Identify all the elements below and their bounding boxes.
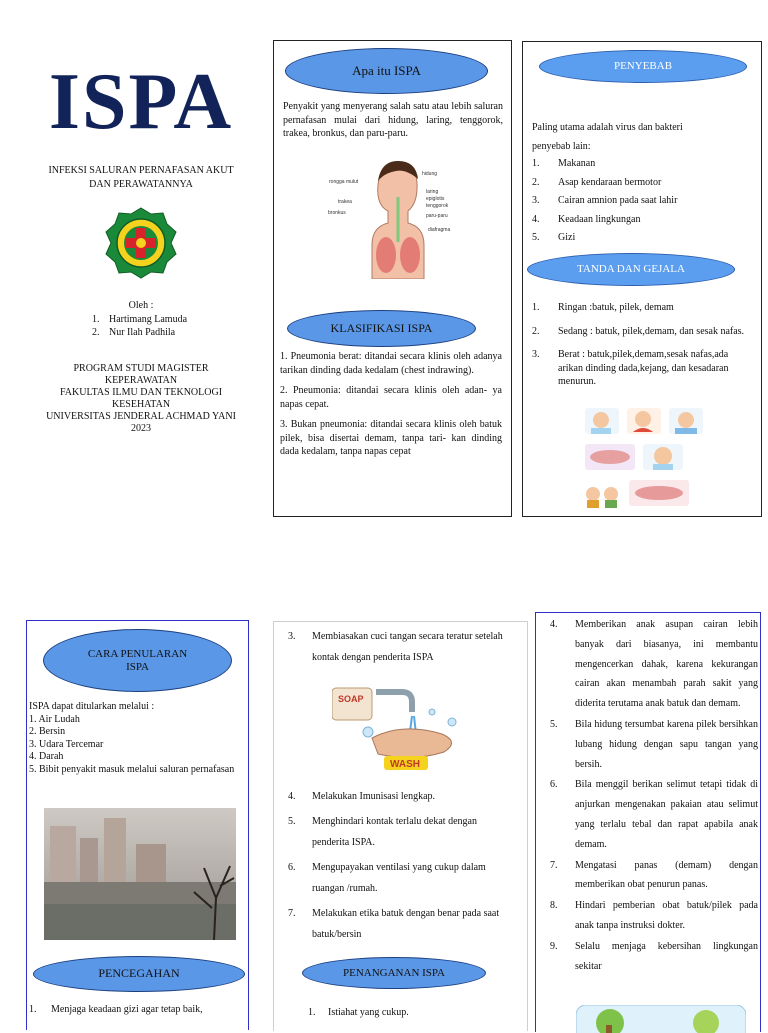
pencegahan-first-item: 1. Menjaga keadaan gizi agar tetap baik,: [29, 1004, 203, 1015]
clean-environment-illustration: [576, 1005, 746, 1033]
heading-penyebab: PENYEBAB: [539, 50, 747, 83]
penularan-item: 2. Bersin: [29, 726, 66, 737]
pencegahan-item: 7. Melakukan etika batuk dengan benar pada saat batuk/bersin: [288, 908, 500, 940]
panel-penanganan-lanjutan: [535, 612, 761, 1032]
penyebab-list: [532, 155, 754, 248]
penyebab-item: 5. Gizi: [532, 232, 576, 243]
tanda-list: [532, 301, 755, 389]
klasifikasi-item: 1. Pneumonia berat: ditandai secara klinis oleh adanya tarikan dinding dada kedalam (chest indrawing).: [280, 351, 502, 376]
pencegahan-item: 3. Membiasakan cuci tangan secara teratur setelah kontak dengan penderita ISPA: [288, 631, 503, 663]
heading-penanganan: PENANGANAN ISPA: [302, 957, 486, 989]
air-pollution-photo: [44, 808, 236, 940]
tanda-item: 3. Berat : batuk,pilek,demam,sesak nafas,ada arikan dinding dada,kejang, dan kesadaran menurun.: [532, 349, 729, 387]
label-bronkus: bronkus: [328, 210, 346, 216]
heading-tanda-dan-gejala: TANDA DAN GEJALA: [527, 253, 735, 286]
heading-pencegahan: PENCEGAHAN: [33, 956, 245, 992]
penyebab-item: 4. Keadaan lingkungan: [532, 213, 641, 225]
university-seal-logo: [104, 206, 178, 280]
penanganan-item: 5. Bila hidung tersumbat karena pilek bersihkan lubang hidung dengan sapu tangan yang bersih.: [550, 718, 758, 770]
penularan-intro: ISPA dapat ditularkan melalui :: [29, 701, 155, 712]
penularan-item: 1. Air Ludah: [29, 713, 80, 725]
soap-label: SOAP: [338, 694, 364, 704]
heading-klasifikasi: KLASIFIKASI ISPA: [287, 310, 476, 347]
penularan-item: 3. Udara Tercemar: [29, 738, 104, 750]
institution-block: PROGRAM STUDI MAGISTER KEPERAWATAN FAKULTAS ILMU DAN TEKNOLOGI KESEHATAN UNIVERSITAS JENDERAL ACHMAD YANI 2023: [46, 363, 236, 434]
symptoms-clipart-illustration: [583, 404, 708, 508]
tanda-item: 1. Ringan :batuk, pilek, demam: [532, 302, 674, 313]
panel-pencegahan-lanjutan: [273, 621, 528, 1031]
label-rongga-mulut: rongga mulut: [329, 179, 359, 185]
penularan-list: [29, 701, 243, 776]
label-hidung: hidung: [422, 171, 438, 177]
author-item: 2. Nur Ilah Padhila: [92, 327, 176, 338]
penanganan-item: 8. Hindari pemberian obat batuk/pilek pada anak tanpa instruksi dokter.: [550, 900, 758, 931]
pencegahan-item: 4. Melakukan Imunisasi lengkap.: [288, 791, 436, 802]
author-item: 1. Hartimang Lamuda: [92, 313, 188, 325]
panel-cara-penularan: [26, 620, 249, 1030]
pencegahan-item: 5. Menghindari kontak terlalu dekat dengan penderita ISPA.: [288, 816, 477, 848]
penanganan-item: 6. Bila menggil berikan selimut tetapi tidak di anjurkan mengenakan pakaian atau selimut yang terlalu tebal dan rapat apabila anak demam.: [550, 779, 758, 850]
penularan-item: 4. Darah: [29, 751, 64, 762]
hand-washing-illustration: [332, 682, 466, 772]
penanganan-first-item: 1. Istiahat yang cukup.: [308, 1007, 409, 1018]
apa-itu-text: Penyakit yang menyerang salah satu atau lebih saluran pernafasan mulai dari hidung, laring, tenggorok, trakea, bronkus, dan paru-paru.: [283, 101, 503, 139]
cover-title: ISPA: [48, 58, 234, 146]
klasifikasi-item: 2. Pneumonia: ditandai secara klinis oleh adan- ya napas cepat.: [280, 385, 502, 410]
pencegahan-list: [288, 786, 516, 945]
wash-label: WASH: [390, 759, 420, 770]
label-paru-paru: paru-paru: [426, 213, 448, 219]
penyebab-intro: Paling utama adalah virus dan bakteri penyebab lain:: [532, 122, 683, 152]
label-trakea: trakea: [338, 199, 352, 205]
penyebab-item: 3. Cairan amnion pada saat lahir: [532, 195, 678, 206]
penyebab-item: 1. Makanan: [532, 158, 596, 169]
by-label: Oleh :: [128, 300, 154, 311]
penanganan-item: 4. Memberikan anak asupan cairan lebih banyak dari biasanya, ini membantu mengencerkan dahak, karena kekurangan cairan akan menambah parah sakit yang diderita terutama anak batuk dan demam.: [550, 619, 758, 710]
respiratory-anatomy-illustration: [326, 157, 466, 279]
panel-apa-itu-ispa: [273, 40, 512, 517]
klasifikasi-item: 3. Bukan pneumonia: ditandai secara klinis oleh batuk pilek, bisa disertai demam, tanpa tari- kan dinding dada kedalam, tanpa napas cepat: [280, 419, 502, 457]
label-laring: laring: [426, 189, 439, 195]
penanganan-list: [550, 615, 758, 976]
panel-penyebab: [522, 41, 762, 517]
klasifikasi-list: [280, 350, 502, 459]
label-epiglotis: epiglotis: [426, 196, 445, 202]
author-block: [60, 299, 240, 340]
penanganan-item: 9. Selalu menjaga kebersihan lingkungan sekitar: [550, 940, 758, 972]
cover-subtitle: INFEKSI SALURAN PERNAFASAN AKUT DAN PERAWATANNYA: [48, 165, 234, 190]
heading-apa-itu-ispa: Apa itu ISPA: [285, 48, 488, 94]
penularan-item: 5. Bibit penyakit masuk melalui saluran pernafasan: [29, 763, 235, 775]
tanda-item: 2. Sedang : batuk, pilek,demam, dan sesak nafas.: [532, 325, 745, 337]
label-diafragma: diafragma: [428, 227, 451, 233]
heading-cara-penularan: CARA PENULARAN ISPA: [43, 629, 232, 692]
pencegahan-item: 6. Mengupayakan ventilasi yang cukup dalam ruangan /rumah.: [288, 862, 486, 894]
penyebab-item: 2. Asap kendaraan bermotor: [532, 176, 662, 188]
label-tenggorok: tenggorok: [426, 203, 449, 209]
penanganan-item: 7. Mengatasi panas (demam) dengan memberikan obat penurun panas.: [550, 859, 758, 891]
